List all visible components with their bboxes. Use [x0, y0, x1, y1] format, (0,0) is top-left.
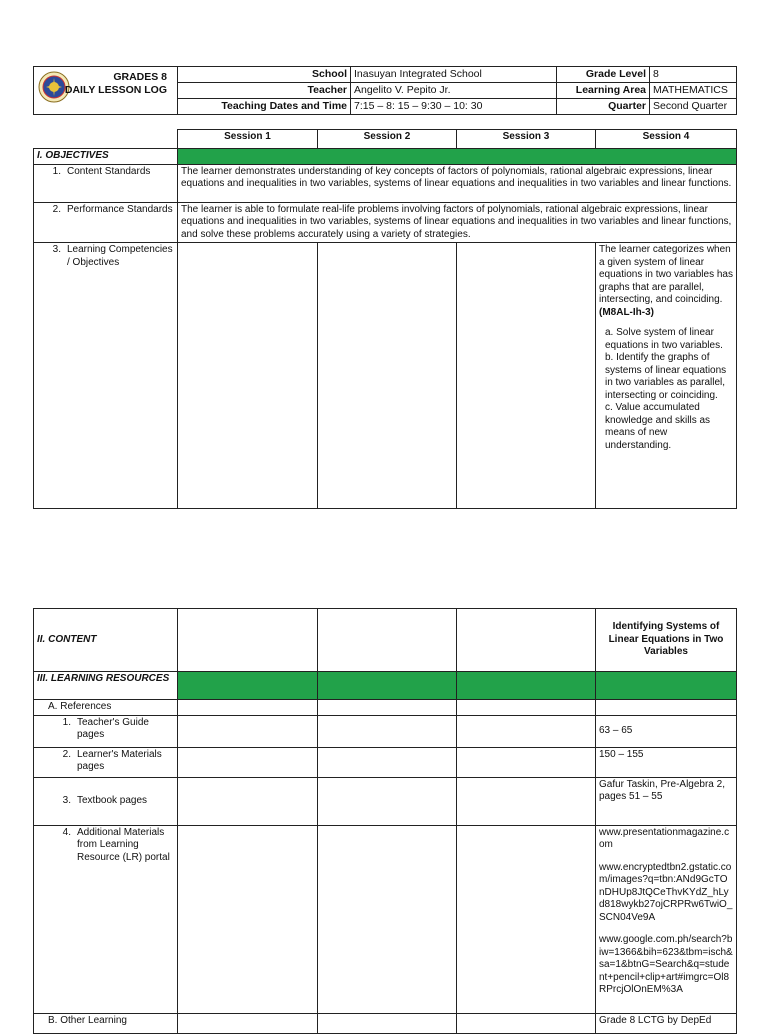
competency-item-c: c. Value accumulated knowledge and skills as means of new understanding. [605, 402, 711, 451]
dates-label: Teaching Dates and Time [178, 99, 351, 115]
content-session-4: Identifying Systems of Linear Equations in Two Variables [596, 609, 737, 672]
additional-materials-label: Additional Materials from Learning Resource (LR) portal [77, 826, 170, 863]
content-standards-label-cell: 1. Content Standards [34, 164, 178, 202]
session-3-header: Session 3 [457, 130, 596, 149]
form-title-1: GRADES 8 [113, 71, 167, 83]
additional-url-2[interactable]: www.encryptedtbn2.gstatic.com/images?q=tbn:ANd9GcTOnDHUp8JtQCeThvKYdZ_hLyd818wykb27ojCRPRw6TwiO_SCN04Ve9A [599, 861, 733, 923]
other-learning-value: Grade 8 LCTG by DepEd [596, 1013, 737, 1033]
performance-standards-text: The learner is able to formulate real-life problems involving factors of polynomials, rational algebraic expressions, linear equations and inequalities in two variables, systems of linear equations and inequalities in two variables and linear functions, and solve these problems accurately using a variety of strategies. [178, 202, 737, 243]
objectives-heading: I. OBJECTIVES [34, 149, 178, 165]
session-1-header: Session 1 [178, 130, 318, 149]
learning-competencies-label: Learning Competencies / Objectives [67, 244, 173, 268]
quarter-value: Second Quarter [650, 99, 737, 115]
learners-materials-label: Learner's Materials pages [77, 748, 162, 772]
learning-area-label: Learning Area [557, 83, 650, 99]
resources-heading: III. LEARNING RESOURCES [34, 672, 178, 700]
competency-session-3 [457, 243, 596, 509]
competency-session-1 [178, 243, 318, 509]
grade-level-label: Grade Level [557, 67, 650, 83]
competency-item-a: a. Solve system of linear equations in two variables. [605, 327, 723, 351]
competency-item-b: b. Identify the graphs of systems of linear equations in two variables as parallel, intersecting or coinciding. [605, 352, 727, 401]
other-learning-label: B. Other Learning [34, 1013, 178, 1033]
additional-url-1[interactable]: www.presentationmagazine.com [599, 826, 730, 850]
content-resources-table: II. CONTENT Identifying Systems of Linear Equations in Two Variables III. LEARNING RESOURCES A. References 1. Teacher's Guide pages 63 – 65 2. Learner's Materials pages 150 – 155 3. Textbook pages Gafur Taskin, Pre-Algebra 2, pages 51 – 55 4. Additional Materials from Learning Resource (LR) portal www.presentationmagazine.com www.encryptedtbn2.gstatic.com/images?q=tbn:ANd9GcTOnDHUp8JtQCeThvKYdZ_hLyd818wykb27ojCRPRw6TwiO_SCN04Ve9A www.google.com.ph/search?biw=1366&bih=623&tbm=isch&sa=1&btnG=Search&q=student+pencil+clip+art#imgrc=Ol8RPrcjOlOnEM%3A B. Other Learning Grade 8 LCTG by DepEd [33, 608, 737, 1034]
content-standards-text: The learner demonstrates understanding of key concepts of factors of polynomials, rational algebraic expressions, linear equations and inequalities in two variables, systems of linear equations and inequalities in two variables and linear functions. [178, 164, 737, 202]
competency-text: The learner categorizes when a given system of linear equations in two variables has graphs that are parallel, intersecting, and coinciding. [599, 244, 733, 305]
learning-competencies-label-cell: 3. Learning Competencies / Objectives [34, 243, 178, 509]
session-2-header: Session 2 [318, 130, 457, 149]
objectives-table [33, 129, 737, 509]
teacher-label: Teacher [178, 83, 351, 99]
performance-standards-label: Performance Standards [67, 203, 173, 215]
additional-materials-value [596, 825, 737, 1013]
school-value: Inasuyan Integrated School [351, 67, 557, 83]
textbook-value: Gafur Taskin, Pre-Algebra 2, pages 51 – 55 [596, 777, 737, 825]
learning-area-value: MATHEMATICS [650, 83, 737, 99]
textbook-label: Textbook pages [77, 794, 148, 806]
header-table [33, 66, 737, 115]
teachers-guide-label: Teacher's Guide pages [77, 716, 149, 740]
competency-session-4 [596, 243, 737, 509]
session-4-header: Session 4 [596, 130, 737, 149]
teachers-guide-value: 63 – 65 [596, 715, 737, 747]
additional-url-3[interactable]: www.google.com.ph/search?biw=1366&bih=623&tbm=isch&sa=1&btnG=Search&q=student+pencil+clip+art#imgrc=Ol8RPrcjOlOnEM%3A [599, 934, 733, 995]
quarter-label: Quarter [557, 99, 650, 115]
school-label: School [178, 67, 351, 83]
dates-value: 7:15 – 8: 15 – 9:30 – 10: 30 [351, 99, 557, 115]
content-standards-label: Content Standards [67, 165, 151, 177]
grade-level-value: 8 [650, 67, 737, 83]
form-title-cell [34, 67, 178, 115]
teacher-value: Angelito V. Pepito Jr. [351, 83, 557, 99]
competency-code: (M8AL-Ih-3) [599, 306, 654, 318]
performance-standards-label-cell: 2. Performance Standards [34, 202, 178, 243]
references-label: A. References [34, 700, 178, 716]
form-title-2: DAILY LESSON LOG [64, 84, 167, 96]
content-heading: II. CONTENT [34, 609, 178, 672]
objectives-green-bar [178, 149, 737, 165]
learners-materials-value: 150 – 155 [596, 747, 737, 777]
competency-session-2 [318, 243, 457, 509]
